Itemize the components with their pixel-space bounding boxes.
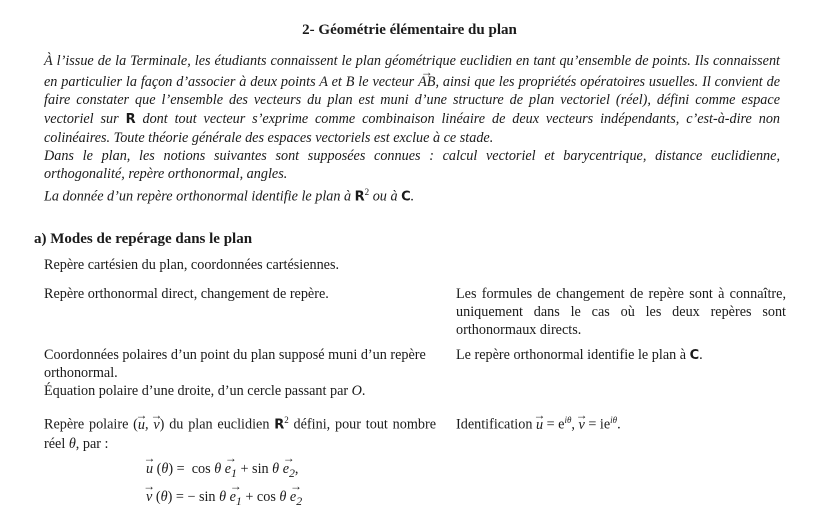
row3-right: Le repère orthonormal identifie le plan à C. [456, 347, 703, 363]
row2-right: Les formules de changement de repère sont à connaître, uniquement dans le cas où les deux repères sont orthonormaux directs. [456, 286, 786, 338]
row3-left [44, 346, 436, 400]
row2-left: Repère orthonormal direct, changement de repère. [44, 286, 329, 302]
page-title: 2- Géométrie élémentaire du plan [302, 22, 517, 38]
vector-ab: → AB [418, 70, 435, 91]
intro-block [44, 52, 780, 207]
row3-left-b: Équation polaire d’une droite, d’un cercle passant par O. [44, 383, 366, 399]
row1-left: Repère cartésien du plan, coordonnées cartésiennes. [44, 257, 340, 273]
formula-v: → v (θ) = − $\sin \theta \to e_1 + \cos \theta \to e_2$ [146, 486, 302, 509]
row4-right: Identification → $u = e^{i\theta}$, → $v = ie^{i\theta}$. [456, 411, 786, 434]
row3-left-a: Coordonnées polaires d’un point du plan supposé muni d’un repère orthonormal. [44, 347, 426, 381]
intro-paragraph-3: La donnée d’un repère orthonormal identifie le plan à $R^2$ ou à C. [44, 187, 415, 206]
row4-left: Repère polaire (→ u, → v) du plan euclidien $R^2$ défini, pour tout nombre réel θ, par : [44, 411, 436, 453]
formula-u: → u $(\theta) = \cos \theta \to e_1 + \sin \theta \to e_2$, [146, 458, 298, 481]
section-heading-a: a) Modes de repérage dans le plan [34, 231, 253, 247]
intro-paragraph-2: Dans le plan, les notions suivantes sont supposées connues : calcul vectoriel et barycentrique, distance euclidienne, orthogonalité, repère orthonormal, angles. [44, 148, 780, 183]
intro-paragraph-1: À l’issue de la Terminale, les étudiants connaissent le plan géométrique euclidien en tant qu’ensemble de points. Ils connaissent en particulier la façon d’associer à deux points A et B le vecteur → AB, ainsi que les propriétés opératoires usuelles. Il convient de faire constater que l’ensemble des vecteurs du plan est muni d’une structure de plan vectoriel (réel), défini comme espace vectoriel sur R dont tout vecteur s’exprime comme combinaison linéaire de deux vecteurs indépendants, c’est-à-dire non colinéaires. Toute théorie générale des espaces vectoriels est exclue à ce stade. [44, 52, 780, 147]
